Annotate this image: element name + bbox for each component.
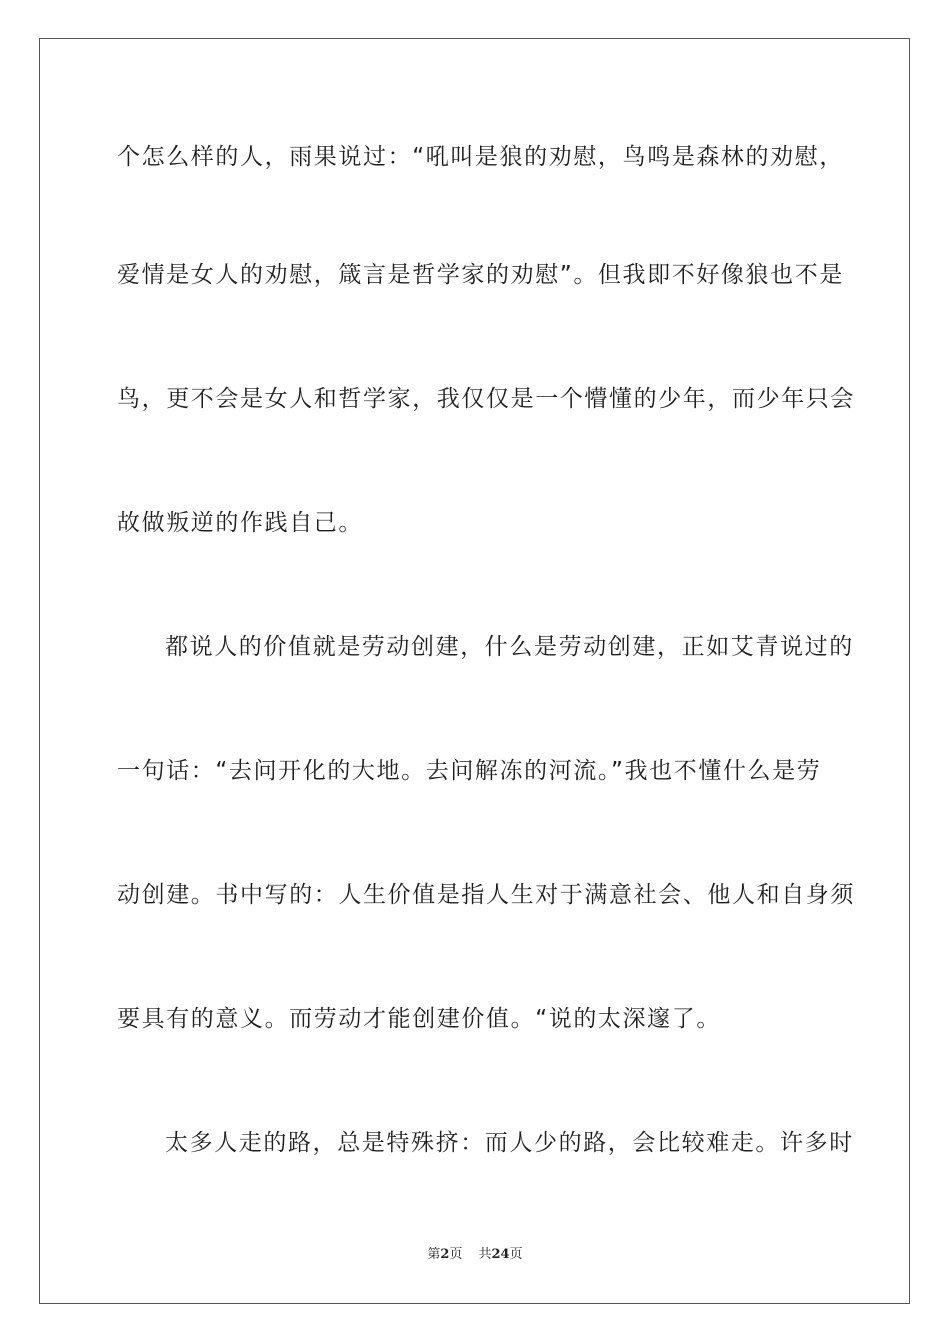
text-line: 动创建。书中写的：人生价值是指人生对于满意社会、他人和自身须 <box>117 882 855 908</box>
page-footer <box>0 1246 950 1264</box>
total-pages-label: 共24页 <box>478 1247 523 1262</box>
text-line: 个怎么样的人，雨果说过：“吼叫是狼的劝慰，鸟鸣是森林的劝慰， <box>117 144 844 170</box>
text-line-paragraph-start: 太多人走的路，总是特殊挤：而人少的路，会比较难走。许多时 <box>165 1130 854 1156</box>
text-line: 爱情是女人的劝慰，箴言是哲学家的劝慰”。但我即不好像狼也不是 <box>117 262 844 288</box>
text-line: 一句话：“去问开化的大地。去问解冻的河流。”我也不懂什么是劳 <box>117 758 822 784</box>
text-line: 要具有的意义。而劳动才能创建价值。“说的太深邃了。 <box>117 1006 721 1032</box>
text-line: 故做叛逆的作践自己。 <box>117 510 363 536</box>
page-label: 第2页 <box>427 1247 463 1262</box>
text-line-paragraph-start: 都说人的价值就是劳动创建，什么是劳动创建，正如艾青说过的 <box>165 634 854 660</box>
total-pages: 24 <box>491 1247 510 1262</box>
page-border <box>39 38 910 1304</box>
text-line: 鸟，更不会是女人和哲学家，我仅仅是一个懵懂的少年，而少年只会 <box>117 386 855 412</box>
page-number: 2 <box>440 1247 450 1262</box>
